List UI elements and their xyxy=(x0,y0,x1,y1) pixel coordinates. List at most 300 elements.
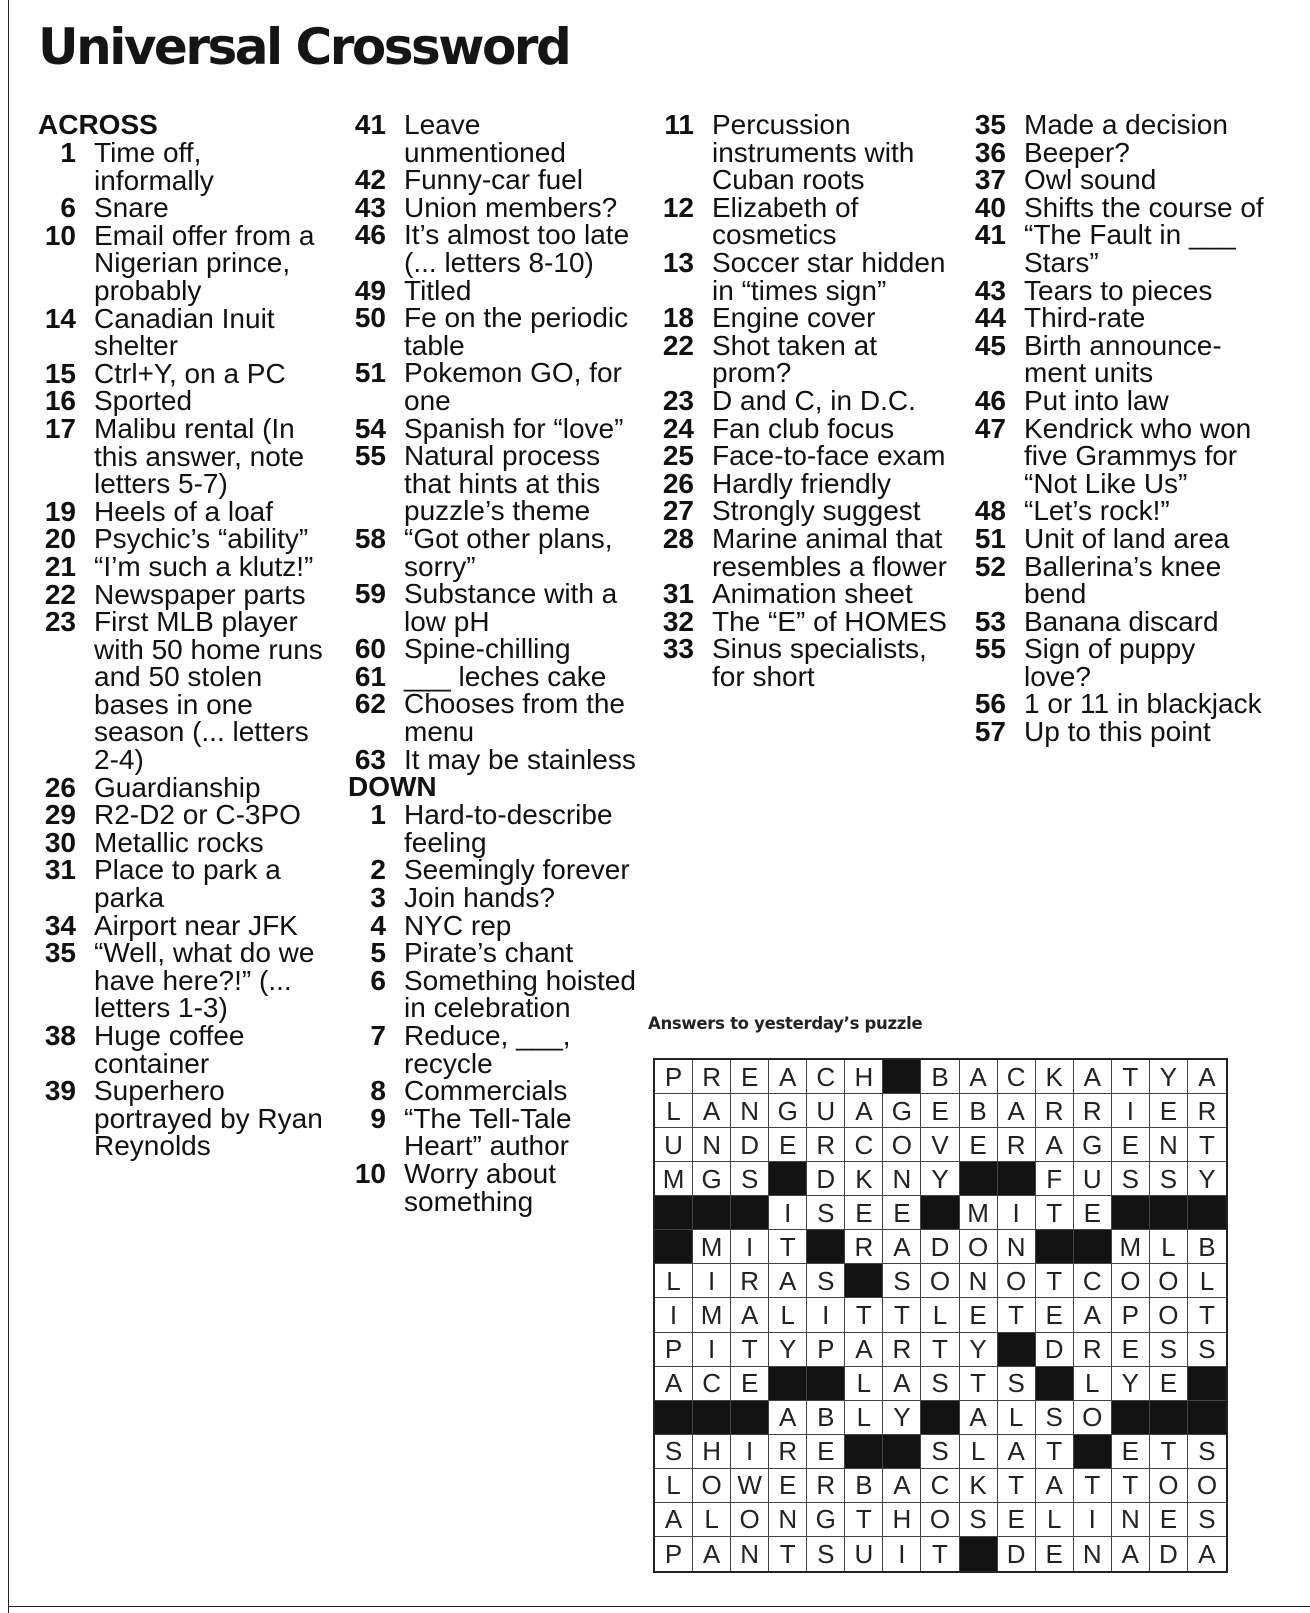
grid-letter-cell: K xyxy=(1036,1060,1074,1094)
grid-letter-cell: D xyxy=(1036,1333,1074,1367)
grid-letter-cell: A xyxy=(1112,1537,1150,1571)
grid-letter-cell: G xyxy=(883,1094,921,1128)
clue-text: Titled xyxy=(404,274,472,306)
clue-column-4 xyxy=(968,111,1268,746)
down-clue-list-continued-2 xyxy=(968,111,1268,746)
grid-letter-cell: K xyxy=(960,1469,998,1503)
clue-text: Kendrick who won five Grammys for “Not Like Us” xyxy=(1024,412,1252,499)
clue xyxy=(348,166,648,194)
grid-letter-cell: L xyxy=(845,1367,883,1401)
clue-text: “The Tell-Tale Heart” author xyxy=(404,1102,572,1162)
grid-letter-cell: M xyxy=(655,1162,693,1196)
clue xyxy=(656,580,956,608)
grid-letter-cell: N xyxy=(731,1537,769,1571)
grid-letter-cell: P xyxy=(655,1060,693,1094)
grid-letter-cell: T xyxy=(845,1503,883,1537)
grid-letter-cell: A xyxy=(731,1298,769,1332)
grid-letter-cell: A xyxy=(769,1401,807,1435)
grid-black-square xyxy=(1188,1367,1226,1401)
grid-letter-cell: R xyxy=(1074,1094,1112,1128)
grid-letter-cell: T xyxy=(1074,1469,1112,1503)
clue-text: Guardianship xyxy=(94,771,261,803)
clue-text: Birth announce-ment units xyxy=(1024,329,1222,389)
grid-letter-cell: S xyxy=(1036,1401,1074,1435)
grid-letter-cell: L xyxy=(655,1264,693,1298)
grid-letter-cell: R xyxy=(807,1128,845,1162)
clue-number: 9 xyxy=(370,1102,386,1134)
grid-letter-cell: A xyxy=(998,1435,1036,1469)
grid-letter-cell: T xyxy=(1188,1298,1226,1332)
grid-letter-cell: A xyxy=(960,1060,998,1094)
grid-letter-cell: G xyxy=(769,1094,807,1128)
grid-letter-cell: T xyxy=(998,1298,1036,1332)
clue-text: Soccer star hidden in “times sign” xyxy=(712,246,946,306)
clue xyxy=(38,495,328,527)
grid-letter-cell: N xyxy=(1112,1503,1150,1537)
grid-letter-cell: K xyxy=(845,1162,883,1196)
clue-number: 58 xyxy=(354,522,386,554)
clue xyxy=(656,384,956,416)
page-border-bottom xyxy=(8,1606,1310,1607)
grid-letter-cell: A xyxy=(693,1537,731,1571)
clue-number: 47 xyxy=(974,412,1006,444)
grid-letter-cell: M xyxy=(1112,1230,1150,1264)
grid-letter-cell: O xyxy=(1150,1264,1188,1298)
grid-letter-cell: U xyxy=(807,1094,845,1128)
grid-letter-cell: E xyxy=(807,1435,845,1469)
clue xyxy=(38,219,328,306)
grid-black-square xyxy=(883,1435,921,1469)
clue xyxy=(348,304,648,359)
grid-letter-cell: I xyxy=(807,1298,845,1332)
clue-number: 35 xyxy=(974,109,1006,140)
clue-text: R2-D2 or C-3PO xyxy=(94,799,301,831)
grid-letter-cell: T xyxy=(769,1537,807,1571)
across-clue-list-continued xyxy=(348,111,648,773)
clue-text: “Let’s rock!” xyxy=(1024,495,1170,527)
clue-number: 12 xyxy=(662,191,694,223)
grid-letter-cell: N xyxy=(960,1264,998,1298)
grid-black-square xyxy=(1112,1196,1150,1230)
clue xyxy=(348,801,648,856)
grid-letter-cell: T xyxy=(921,1333,959,1367)
grid-letter-cell: S xyxy=(807,1537,845,1571)
clue-number: 5 xyxy=(370,937,386,969)
grid-letter-cell: T xyxy=(1036,1435,1074,1469)
grid-letter-cell: S xyxy=(883,1264,921,1298)
clue xyxy=(348,522,648,582)
grid-letter-cell: Y xyxy=(1188,1162,1226,1196)
clue-text: Hardly friendly xyxy=(712,467,891,499)
clue-number: 59 xyxy=(354,578,386,610)
clue-text: Shot taken at prom? xyxy=(712,329,878,389)
clue-number: 14 xyxy=(44,302,76,334)
clue-text: Snare xyxy=(94,192,169,224)
grid-black-square xyxy=(921,1196,959,1230)
clue xyxy=(656,329,956,389)
clue-number: 4 xyxy=(370,909,386,941)
grid-letter-cell: T xyxy=(731,1333,769,1367)
clue xyxy=(348,660,648,692)
clue-text: Huge coffee container xyxy=(94,1020,245,1079)
clue-text: Place to park a parka xyxy=(94,854,281,914)
clue-number: 11 xyxy=(664,109,694,140)
grid-letter-cell: E xyxy=(1112,1333,1150,1367)
grid-black-square xyxy=(731,1196,769,1230)
grid-letter-cell: N xyxy=(769,1503,807,1537)
grid-letter-cell: S xyxy=(921,1367,959,1401)
clue-text: NYC rep xyxy=(404,909,512,941)
grid-letter-cell: E xyxy=(921,1094,959,1128)
clue-text: Face-to-face exam xyxy=(712,440,946,472)
clue xyxy=(656,246,956,306)
clue xyxy=(968,384,1268,416)
grid-letter-cell: S xyxy=(655,1435,693,1469)
clue-text: Engine cover xyxy=(712,302,876,334)
clue-number: 42 xyxy=(354,164,386,196)
grid-letter-cell: E xyxy=(769,1469,807,1503)
grid-letter-cell: L xyxy=(998,1401,1036,1435)
grid-letter-cell: P xyxy=(655,1537,693,1571)
page-title: Universal Crossword xyxy=(38,18,570,76)
clue-number: 45 xyxy=(974,329,1006,361)
grid-letter-cell: D xyxy=(731,1128,769,1162)
clue-text: “I’m such a klutz!” xyxy=(94,550,314,582)
clue-text: It may be stainless xyxy=(404,743,636,775)
clue-number: 25 xyxy=(662,440,694,472)
clue-text: Natural process that hints at this puzzle’s theme xyxy=(404,440,601,527)
grid-black-square xyxy=(693,1196,731,1230)
grid-letter-cell: E xyxy=(883,1196,921,1230)
clue xyxy=(348,359,648,414)
clue xyxy=(348,191,648,223)
grid-letter-cell: I xyxy=(655,1298,693,1332)
clue-number: 22 xyxy=(44,578,76,610)
grid-letter-cell: G xyxy=(693,1162,731,1196)
clue-text: Sported xyxy=(94,385,193,417)
grid-letter-cell: E xyxy=(998,1503,1036,1537)
grid-letter-cell: I xyxy=(998,1196,1036,1230)
clue-text: Join hands? xyxy=(404,882,556,914)
grid-black-square xyxy=(769,1162,807,1196)
grid-black-square xyxy=(769,1367,807,1401)
grid-letter-cell: C xyxy=(807,1060,845,1094)
clue-number: 53 xyxy=(974,605,1006,637)
clue-number: 43 xyxy=(354,191,386,223)
clue-number: 62 xyxy=(354,688,386,720)
grid-letter-cell: D xyxy=(1150,1537,1188,1571)
grid-letter-cell: S xyxy=(1150,1162,1188,1196)
grid-letter-cell: B xyxy=(960,1094,998,1128)
grid-letter-cell: T xyxy=(845,1298,883,1332)
clue xyxy=(968,497,1268,525)
grid-letter-cell: Y xyxy=(883,1401,921,1435)
clue-number: 21 xyxy=(44,550,76,582)
clue-number: 52 xyxy=(974,550,1006,582)
clue-number: 63 xyxy=(354,743,386,775)
grid-letter-cell: I xyxy=(693,1333,731,1367)
clue xyxy=(968,550,1268,610)
clue xyxy=(656,497,956,525)
grid-letter-cell: L xyxy=(960,1435,998,1469)
clue-text: Spanish for “love” xyxy=(404,412,624,444)
clue xyxy=(968,274,1268,306)
grid-letter-cell: R xyxy=(883,1333,921,1367)
clue xyxy=(348,856,648,884)
grid-letter-cell: I xyxy=(883,1537,921,1571)
grid-letter-cell: S xyxy=(921,1435,959,1469)
grid-letter-cell: O xyxy=(693,1469,731,1503)
clue xyxy=(656,442,956,470)
grid-letter-cell: R xyxy=(731,1264,769,1298)
grid-letter-cell: A xyxy=(1074,1060,1112,1094)
grid-black-square xyxy=(655,1196,693,1230)
grid-letter-cell: A xyxy=(960,1401,998,1435)
clue-number: 30 xyxy=(44,826,76,858)
clue-number: 10 xyxy=(44,219,76,251)
clue-text: Time off, informally xyxy=(94,137,214,196)
grid-letter-cell: E xyxy=(845,1196,883,1230)
grid-letter-cell: T xyxy=(1036,1264,1074,1298)
clue xyxy=(348,221,648,276)
clue xyxy=(38,525,328,553)
grid-letter-cell: E xyxy=(1036,1298,1074,1332)
grid-letter-cell: C xyxy=(921,1469,959,1503)
grid-letter-cell: C xyxy=(845,1128,883,1162)
clue-text: Third-rate xyxy=(1024,302,1146,334)
grid-letter-cell: Y xyxy=(960,1333,998,1367)
clue-text: First MLB player with 50 home runs and 50 stolen bases in one season (... letters 2-4) xyxy=(94,606,323,776)
grid-letter-cell: P xyxy=(1112,1298,1150,1332)
clue xyxy=(38,139,328,194)
clue-number: 35 xyxy=(44,937,76,969)
clue xyxy=(348,580,648,635)
page-border-left xyxy=(8,0,9,1613)
grid-letter-cell: L xyxy=(1188,1264,1226,1298)
clue-text: Pirate’s chant xyxy=(404,937,574,969)
clue xyxy=(38,1022,328,1077)
grid-letter-cell: S xyxy=(1188,1333,1226,1367)
grid-letter-cell: A xyxy=(998,1094,1036,1128)
clue-text: Commercials xyxy=(404,1075,568,1107)
clue-text: Worry about something xyxy=(404,1157,556,1217)
clue-number: 18 xyxy=(662,302,694,334)
grid-letter-cell: T xyxy=(998,1469,1036,1503)
clue-text: Sign of puppy love? xyxy=(1024,633,1196,692)
clue-number: 3 xyxy=(370,882,386,914)
grid-letter-cell: R xyxy=(845,1230,883,1264)
grid-letter-cell: I xyxy=(693,1264,731,1298)
grid-letter-cell: A xyxy=(769,1264,807,1298)
clue xyxy=(38,302,328,362)
clue-text: Canadian Inuit shelter xyxy=(94,302,275,362)
grid-black-square xyxy=(1036,1367,1074,1401)
grid-letter-cell: Y xyxy=(769,1333,807,1367)
clue-number: 2 xyxy=(370,854,386,886)
clue xyxy=(348,111,648,166)
grid-black-square xyxy=(1188,1401,1226,1435)
clue-text: Something hoisted in celebration xyxy=(404,964,636,1024)
grid-letter-cell: B xyxy=(921,1060,959,1094)
grid-black-square xyxy=(960,1537,998,1571)
clue-number: 34 xyxy=(44,909,76,941)
grid-letter-cell: T xyxy=(1188,1128,1226,1162)
grid-letter-cell: A xyxy=(1188,1060,1226,1094)
down-heading: DOWN xyxy=(348,771,437,803)
grid-letter-cell: A xyxy=(883,1230,921,1264)
grid-black-square xyxy=(921,1401,959,1435)
clue xyxy=(348,909,648,941)
across-clue-list xyxy=(38,139,328,1160)
grid-letter-cell: Y xyxy=(921,1162,959,1196)
clue xyxy=(656,412,956,444)
grid-letter-cell: S xyxy=(807,1264,845,1298)
clue-text: Heels of a loaf xyxy=(94,495,273,527)
grid-letter-cell: I xyxy=(731,1230,769,1264)
grid-letter-cell: E xyxy=(731,1367,769,1401)
grid-letter-cell: D xyxy=(807,1162,845,1196)
clue-number: 32 xyxy=(662,605,694,637)
clue xyxy=(348,1157,648,1217)
clue xyxy=(968,718,1268,746)
grid-letter-cell: N xyxy=(693,1128,731,1162)
grid-black-square xyxy=(1150,1196,1188,1230)
grid-letter-cell: L xyxy=(1036,1503,1074,1537)
grid-letter-cell: E xyxy=(960,1128,998,1162)
clue-number: 6 xyxy=(60,192,76,224)
grid-letter-cell: I xyxy=(1112,1094,1150,1128)
clue xyxy=(38,1077,328,1160)
grid-black-square xyxy=(807,1367,845,1401)
answers-caption: Answers to yesterday’s puzzle xyxy=(648,1014,923,1033)
grid-letter-cell: T xyxy=(1036,1196,1074,1230)
clue-number: 55 xyxy=(974,633,1006,665)
clue xyxy=(348,939,648,967)
grid-black-square xyxy=(731,1401,769,1435)
grid-letter-cell: L xyxy=(1150,1230,1188,1264)
grid-letter-cell: M xyxy=(960,1196,998,1230)
grid-letter-cell: C xyxy=(1074,1264,1112,1298)
grid-letter-cell: R xyxy=(807,1469,845,1503)
grid-letter-cell: E xyxy=(1074,1196,1112,1230)
grid-black-square xyxy=(960,1162,998,1196)
grid-letter-cell: E xyxy=(960,1298,998,1332)
grid-black-square xyxy=(845,1435,883,1469)
grid-letter-cell: U xyxy=(655,1128,693,1162)
clue-number: 40 xyxy=(974,191,1006,223)
grid-letter-cell: T xyxy=(1150,1435,1188,1469)
grid-letter-cell: S xyxy=(731,1162,769,1196)
clue xyxy=(656,467,956,499)
answer-grid xyxy=(653,1058,1228,1573)
grid-letter-cell: B xyxy=(807,1401,845,1435)
clue-text: “Well, what do we have here?!” (... letters 1-3) xyxy=(94,937,315,1024)
grid-black-square xyxy=(693,1401,731,1435)
clue-text: “Got other plans, sorry” xyxy=(404,522,613,582)
grid-letter-cell: T xyxy=(883,1298,921,1332)
clue-text: Reduce, ___, recycle xyxy=(404,1020,571,1079)
grid-letter-cell: E xyxy=(1150,1367,1188,1401)
clue-number: 51 xyxy=(354,357,386,389)
grid-black-square xyxy=(998,1333,1036,1367)
clue xyxy=(38,801,328,829)
clue xyxy=(348,274,648,306)
grid-letter-cell: O xyxy=(998,1264,1036,1298)
clue-number: 41 xyxy=(354,109,386,140)
clue-text: It’s almost too late (... letters 8-10) xyxy=(404,219,630,278)
clue-number: 48 xyxy=(974,495,1006,527)
clue-number: 6 xyxy=(370,964,386,996)
grid-letter-cell: D xyxy=(998,1537,1036,1571)
grid-letter-cell: A xyxy=(693,1094,731,1128)
grid-black-square xyxy=(655,1401,693,1435)
clue xyxy=(38,194,328,222)
clue xyxy=(968,329,1268,389)
grid-letter-cell: L xyxy=(921,1298,959,1332)
clue-text: Percussion instruments with Cuban roots xyxy=(712,109,915,196)
grid-letter-cell: T xyxy=(1112,1469,1150,1503)
clue xyxy=(656,191,956,251)
grid-letter-cell: E xyxy=(1150,1503,1188,1537)
grid-letter-cell: S xyxy=(960,1503,998,1537)
clue-number: 51 xyxy=(974,522,1006,554)
clue-text: The “E” of HOMES xyxy=(712,605,947,637)
grid-letter-cell: L xyxy=(1074,1367,1112,1401)
grid-letter-cell: E xyxy=(1112,1128,1150,1162)
clue-text: Funny-car fuel xyxy=(404,164,583,196)
clue-text: Email offer from a Nigerian prince, probably xyxy=(94,219,315,306)
grid-letter-cell: A xyxy=(655,1367,693,1401)
clue xyxy=(968,304,1268,332)
grid-letter-cell: R xyxy=(998,1128,1036,1162)
grid-letter-cell: L xyxy=(845,1401,883,1435)
clue xyxy=(968,412,1268,499)
grid-letter-cell: R xyxy=(1074,1333,1112,1367)
grid-letter-cell: N xyxy=(883,1162,921,1196)
grid-letter-cell: I xyxy=(731,1435,769,1469)
clue-text: Seemingly forever xyxy=(404,854,630,886)
grid-letter-cell: D xyxy=(921,1230,959,1264)
clue-text: “The Fault in ___ Stars” xyxy=(1024,219,1236,278)
grid-letter-cell: R xyxy=(693,1060,731,1094)
grid-letter-cell: E xyxy=(769,1128,807,1162)
clue-number: 16 xyxy=(44,385,76,417)
down-clue-list xyxy=(348,801,648,1215)
clue-number: 29 xyxy=(44,799,76,831)
grid-letter-cell: V xyxy=(921,1128,959,1162)
clue-number: 36 xyxy=(974,136,1006,168)
grid-letter-cell: Y xyxy=(1112,1367,1150,1401)
clue xyxy=(38,939,328,1022)
clue-text: Chooses from the menu xyxy=(404,688,625,748)
grid-letter-cell: O xyxy=(1150,1298,1188,1332)
grid-letter-cell: L xyxy=(655,1094,693,1128)
clue-text: Beeper? xyxy=(1024,136,1130,168)
clue xyxy=(38,909,328,941)
grid-letter-cell: C xyxy=(693,1367,731,1401)
clue-column-3 xyxy=(656,111,956,690)
clue-text: Tears to pieces xyxy=(1024,274,1213,306)
clue xyxy=(38,357,328,389)
grid-letter-cell: A xyxy=(883,1367,921,1401)
grid-letter-cell: A xyxy=(1074,1298,1112,1332)
grid-letter-cell: H xyxy=(693,1435,731,1469)
grid-letter-cell: A xyxy=(655,1503,693,1537)
clue-number: 56 xyxy=(974,688,1006,720)
grid-letter-cell: O xyxy=(1150,1469,1188,1503)
clue-number: 60 xyxy=(354,633,386,665)
grid-letter-cell: U xyxy=(1074,1162,1112,1196)
